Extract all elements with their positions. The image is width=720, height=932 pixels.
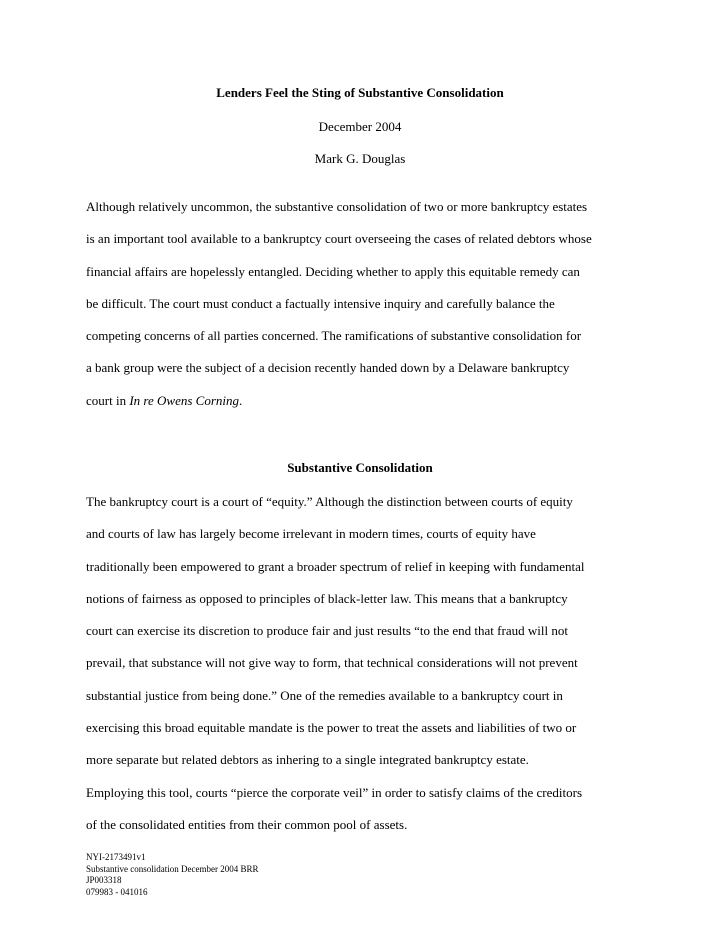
footer-ref: JP003318 (86, 875, 122, 885)
text-line: traditionally been empowered to grant a broader spectrum of relief in keeping with fundamental (86, 558, 585, 574)
section-heading: Substantive Consolidation (287, 460, 433, 475)
section-paragraph (86, 486, 646, 841)
footer-doc-title: Substantive consolidation December 2004 BRR (86, 863, 259, 874)
text-line: Although relatively uncommon, the substantive consolidation of two or more bankruptcy estates (86, 199, 588, 214)
footer-doc-id: NYI-2173491v1 (86, 852, 146, 862)
case-name: In re Owens Corning (129, 392, 239, 408)
document-date: December 2004 (318, 119, 402, 134)
text-line: and courts of law has largely become irrelevant in modern times, courts of equity have (86, 526, 536, 542)
text-line: is an important tool available to a bankruptcy court overseeing the cases of related debtors whose (86, 231, 592, 247)
text-line: prevail, that substance will not give way to form, that technical considerations will not prevent (86, 655, 578, 671)
text-line (86, 385, 646, 417)
text-line: competing concerns of all parties concerned. The ramifications of substantive consolidation for (86, 328, 582, 344)
text-run: . (238, 392, 243, 408)
document-footer (86, 852, 258, 898)
text-line: notions of fairness as opposed to principles of black-letter law. This means that a bankruptcy (86, 590, 568, 606)
text-line: exercising this broad equitable mandate is the power to treat the assets and liabilities of two or (86, 720, 577, 736)
text-run: court in (86, 392, 130, 408)
text-line: financial affairs are hopelessly entangled. Deciding whether to apply this equitable remedy can (86, 263, 580, 279)
text-line: The bankruptcy court is a court of “equity.” Although the distinction between courts of equity (86, 494, 573, 509)
text-line: be difficult. The court must conduct a factually intensive inquiry and carefully balance the (86, 295, 555, 311)
intro-paragraph (86, 191, 646, 417)
document-title: Lenders Feel the Sting of Substantive Consolidation (216, 85, 504, 100)
text-line: of the consolidated entities from their common pool of assets. (86, 816, 408, 832)
text-line: more separate but related debtors as inhering to a single integrated bankruptcy estate. (86, 752, 529, 768)
document-author: Mark G. Douglas (314, 151, 406, 166)
footer-matter: 079983 - 041016 (86, 886, 148, 897)
text-line: a bank group were the subject of a decision recently handed down by a Delaware bankruptcy (86, 360, 570, 376)
text-line: court can exercise its discretion to produce fair and just results “to the end that fraud will not (86, 623, 568, 639)
text-line: substantial justice from being done.” One of the remedies available to a bankruptcy court in (86, 687, 563, 703)
text-line: Employing this tool, courts “pierce the corporate veil” in order to satisfy claims of the creditors (86, 784, 583, 800)
